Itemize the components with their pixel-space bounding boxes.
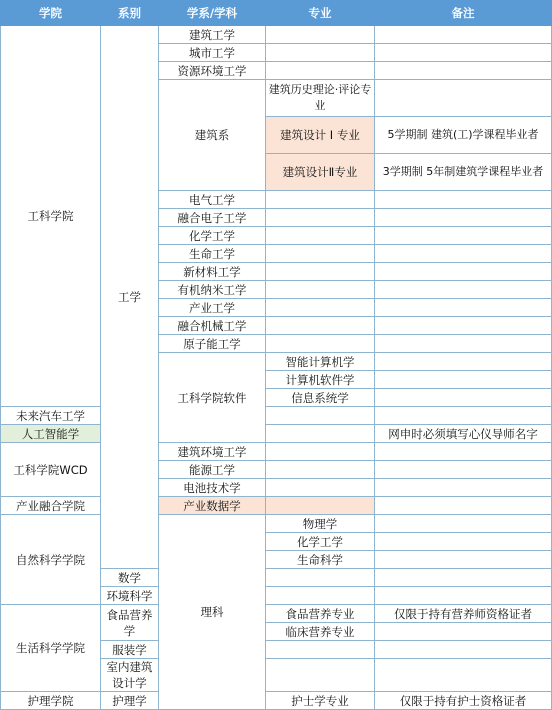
division-cell: 理科 [159,515,266,710]
header-division: 系别 [101,1,159,26]
department-cell: 数学 [101,569,159,587]
department-cell: 电气工学 [159,191,266,209]
college-cell: 工科学院WCD [1,443,101,497]
table-row [1,443,552,461]
table-row [1,605,552,623]
major-cell: 食品营养专业 [266,605,375,623]
department-cell: 能源工学 [159,461,266,479]
major-cell [266,461,375,479]
major-cell: 护士学专业 [266,692,375,710]
note-cell [375,44,552,62]
table-row [1,26,552,44]
division-cell: 工学 [101,26,159,569]
department-cell: 环境科学 [101,587,159,605]
department-cell-highlighted: 人工智能学 [1,425,101,443]
department-cell: 物理学 [266,515,375,533]
note-cell [375,641,552,659]
major-cell [375,533,552,551]
department-cell: 城市工学 [159,44,266,62]
note-cell [375,281,552,299]
note-cell [375,407,552,425]
note-cell [375,80,552,117]
major-cell [266,587,375,605]
major-cell [375,389,552,407]
major-cell: 建筑历史理论·评论专业 [266,80,375,117]
major-cell-highlighted: 建筑设计Ⅱ专业 [266,154,375,191]
department-cell: 计算机软件学 [266,371,375,389]
major-cell: 临床营养专业 [266,623,375,641]
major-cell [266,479,375,497]
header-major: 专业 [266,1,375,26]
note-cell [375,497,552,515]
note-cell: 仅限于持有营养师资格证者 [375,605,552,623]
note-cell [375,299,552,317]
department-cell: 室内建筑设计学 [101,659,159,692]
major-cell [266,227,375,245]
department-cell-highlighted: 产业数据学 [159,497,266,515]
table-row [1,407,552,425]
note-cell [375,245,552,263]
note-cell [375,191,552,209]
major-cell [266,407,375,425]
department-cell: 建筑工学 [159,26,266,44]
college-cell: 自然科学学院 [1,515,101,605]
college-cell: 护理学院 [1,692,101,710]
major-cell [375,353,552,371]
major-cell [266,497,375,515]
table-row [1,425,552,443]
note-cell [375,623,552,641]
note-cell [375,227,552,245]
major-cell [266,62,375,80]
department-cell: 生命科学 [266,551,375,569]
department-cell: 融合电子工学 [159,209,266,227]
major-cell [375,371,552,389]
major-cell [266,44,375,62]
department-cell: 电池技术学 [159,479,266,497]
college-cell: 产业融合学院 [1,497,101,515]
department-cell: 新材料工学 [159,263,266,281]
note-cell [375,62,552,80]
header-college: 学院 [1,1,101,26]
college-cell: 工科学院软件 [159,353,266,443]
note-cell [375,479,552,497]
major-cell [375,551,552,569]
major-cell [266,335,375,353]
note-cell [375,659,552,692]
note-cell: 网申时必须填写心仪导师名字 [375,425,552,443]
department-cell: 建筑环境工学 [159,443,266,461]
department-cell: 智能计算机学 [266,353,375,371]
major-cell [266,443,375,461]
major-cell [266,659,375,692]
major-cell [375,515,552,533]
table-row [1,692,552,710]
college-cell: 生活科学学院 [1,605,101,692]
major-cell [266,191,375,209]
note-cell: 仅限于持有护士资格证者 [375,692,552,710]
department-cell: 产业工学 [159,299,266,317]
department-cell: 化学工学 [159,227,266,245]
major-cell [266,317,375,335]
note-cell [375,317,552,335]
note-cell [375,569,552,587]
major-cell [266,263,375,281]
note-cell: 5学期制 建筑(工)学课程毕业者 [375,117,552,154]
department-cell: 未来汽车工学 [1,407,101,425]
major-cell [266,425,375,443]
department-cell: 有机纳米工学 [159,281,266,299]
department-cell: 服装学 [101,641,159,659]
major-cell [266,209,375,227]
note-cell [375,335,552,353]
major-cell [266,245,375,263]
department-cell: 生命工学 [159,245,266,263]
header-department: 学系/学科 [159,1,266,26]
department-cell: 信息系统学 [266,389,375,407]
major-cell-highlighted: 建筑设计 I 专业 [266,117,375,154]
note-cell [375,443,552,461]
department-cell: 建筑系 [159,80,266,191]
note-cell: 3学期制 5年制建筑学课程毕业者 [375,154,552,191]
major-cell [266,569,375,587]
major-cell [266,26,375,44]
note-cell [375,461,552,479]
note-cell [375,263,552,281]
college-cell: 工科学院 [1,26,101,407]
note-cell [375,209,552,227]
note-cell [375,587,552,605]
department-cell: 资源环境工学 [159,62,266,80]
note-cell [375,26,552,44]
major-cell [266,299,375,317]
header-notes: 备注 [375,1,552,26]
table-row [1,515,552,533]
department-cell: 化学工学 [266,533,375,551]
department-cell: 食品营养学 [101,605,159,641]
header-row [1,1,552,26]
department-cell: 融合机械工学 [159,317,266,335]
department-cell: 原子能工学 [159,335,266,353]
major-cell [266,281,375,299]
department-cell: 护理学 [101,692,159,710]
table-row [1,497,552,515]
major-cell [266,641,375,659]
